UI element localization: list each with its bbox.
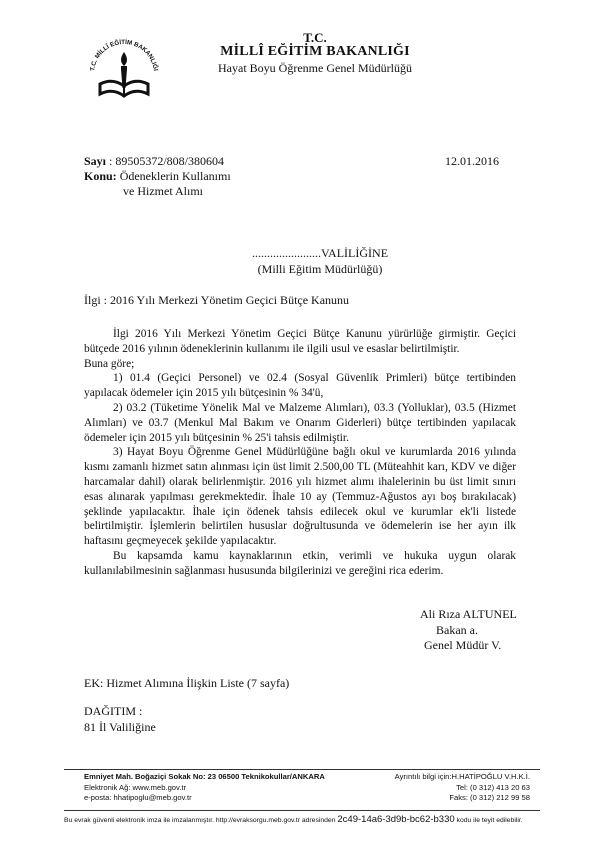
signature-block — [420, 607, 517, 654]
footer-address: Emniyet Mah. Boğaziçi Sokak No: 23 06500 Teknikokullar/ANKARA — [84, 772, 325, 781]
header-ministry: MİLLÎ EĞİTİM BAKANLIĞI — [220, 44, 410, 59]
footer-tel: Tel: (0 312) 413 20 63 — [456, 782, 530, 792]
footer-divider — [64, 769, 540, 770]
paragraph-3: 1) 01.4 (Geçici Personel) ve 02.4 (Sosyal Güvenlik Primleri) bütçe tertibinden yapılacak ödemeler için 2015 yılı bütçesinin % 34'ü, — [84, 372, 516, 400]
logo-arc-text: T.C. MİLLÎ EĞİTİM BAKANLIĞI — [89, 38, 159, 72]
distribution-label: DAĞITIM : — [84, 704, 143, 718]
konu-row — [84, 169, 231, 184]
addressee-line1: .......................VALİLİĞİNE — [251, 246, 389, 260]
sayi-value: : 89505372/808/380604 — [109, 154, 225, 168]
konu-line1: Ödeneklerin Kullanımı — [119, 169, 231, 183]
verification-line — [64, 814, 542, 825]
paragraph-5: 3) Hayat Boyu Öğrenme Genel Müdürlüğüne bağlı okul ve kurumlarda 2016 yılında kısmı zamanlı hizmet satın alınması için üst limit 2.500,00 TL (Müteahhit karı, KDV ve diğer harcamalar dahil) olarak belirlenmiştir. 2016 yılı hizmet alımı ihalelerinin bu üst limit sınırı esas alınarak yapılması gerekmektedir. İhale 10 ay (Temmuz-Ağustos ayı boş bırakılacak) şeklinde yapılacaktır. İhale için ödenek tahsis edilecek okul ve kurumlar ek'li listede belirtilmiştir. İşlemlerin belirtilen hususlar doğrultusunda ve ödemelerin ise her ayın ilk haftasını geçmeyecek şekilde yapılacaktır. — [84, 446, 516, 548]
sayi-row — [84, 154, 224, 169]
distribution-item: 81 İl Valiliğine — [84, 720, 156, 734]
verification-divider — [64, 810, 540, 811]
verification-prefix: Bu evrak güvenli elektronik imza ile imzalanmıştır. http://evraksorgu.meb.gov.tr adresinden — [64, 817, 336, 824]
letter-body — [84, 327, 516, 579]
addressee-line2: (Milli Eğitim Müdürlüğü) — [257, 262, 383, 276]
paragraph-4: 2) 03.2 (Tüketime Yönelik Mal ve Malzeme Alımları), 03.3 (Yolluklar), 03.5 (Hizmet Alımları) ve 03.7 (Menkul Mal Bakım ve Onarım Giderleri) bütçe tertibinden yapılacak ödemeler için 2015 yılı bütçesinin % 25'i tahsis edilmiştir. — [84, 401, 516, 444]
signer-title2: Genel Müdür V. — [424, 638, 502, 652]
paragraph-6: Bu kapsamda kamu kaynaklarının etkin, verimli ve hukuka uygun olarak kullanılabilmesinin sağlanması hususunda bilgilerinizi ve gereğini rica ederim. — [84, 549, 516, 577]
footer-contact: Ayrıntılı bilgi için:H.HATİPOĞLU V.H.K.İ. — [394, 772, 530, 781]
signer-name: Ali Rıza ALTUNEL — [420, 607, 517, 621]
paragraph-2: Buna göre; — [84, 357, 135, 370]
attachment-note: EK: Hizmet Alımına İlişkin Liste (7 sayfa) — [84, 676, 290, 690]
header-tc: T.C. — [303, 30, 327, 45]
ilgi-reference: İlgi : 2016 Yılı Merkezi Yönetim Geçici Bütçe Kanunu — [84, 293, 350, 307]
footer-right — [370, 772, 530, 804]
verification-suffix: kodu ile teyit edilebilir. — [456, 817, 523, 824]
konu-label: Konu: — [84, 169, 117, 183]
document-date: 12.01.2016 — [445, 154, 499, 168]
konu-line2: ve Hizmet Alımı — [123, 184, 203, 198]
verification-code: 2c49-14a6-3d9b-bc62-b330 — [337, 814, 455, 825]
footer-fax: Faks: (0 312) 212 99 58 — [449, 793, 530, 802]
paragraph-1: İlgi 2016 Yılı Merkezi Yönetim Geçici Bütçe Kanunu yürürlüğe girmiştir. Geçici bütçede 2016 yılının ödeneklerinin kullanımı ile ilgili usul ve esaslar belirtilmiştir. — [84, 328, 516, 355]
footer-left — [84, 772, 325, 804]
header-directorate: Hayat Boyu Öğrenme Genel Müdürlüğü — [218, 61, 412, 75]
footer-email: e-posta: hhatipoglu@meb.gov.tr — [84, 793, 192, 802]
footer-web: Elektronik Ağ: www.meb.gov.tr — [84, 782, 186, 792]
signer-title1: Bakan a. — [436, 622, 478, 637]
sayi-label: Sayı — [84, 154, 107, 168]
